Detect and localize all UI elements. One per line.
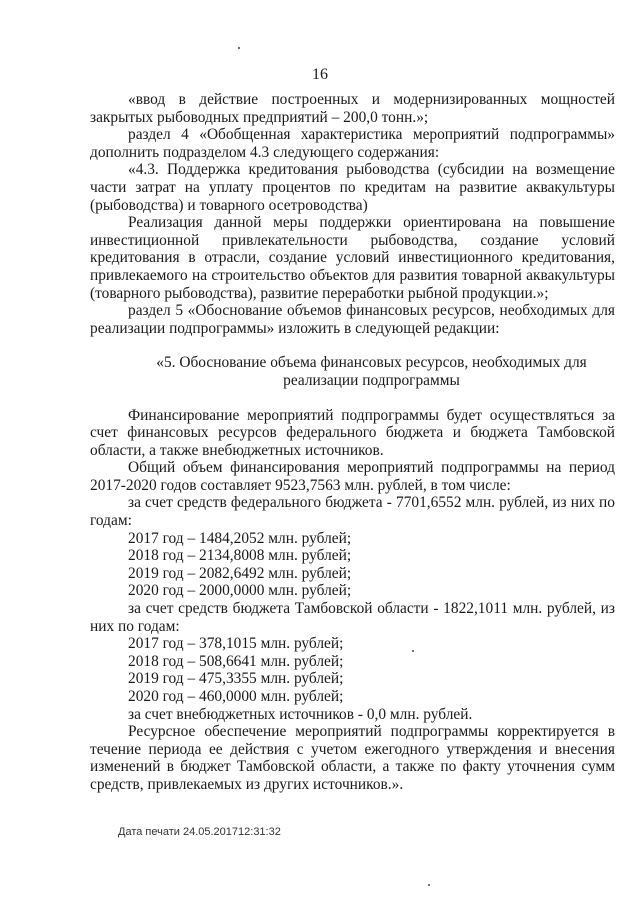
regional-year-2017: 2017 год – 378,1015 млн. рублей; xyxy=(128,635,344,653)
scan-speck xyxy=(412,650,414,652)
regional-budget-header: за счет средств бюджета Тамбовской области - 1822,1011 млн. рублей, из них по годам: xyxy=(90,600,615,635)
financing-intro: Финансирование мероприятий подпрограммы будет осуществляться за счет финансовых ресурсов федерального бюджета и бюджета Тамбовской области, а также внебюджетных источников. xyxy=(90,406,615,459)
document-body xyxy=(90,91,615,794)
regional-year-2019: 2019 год – 475,3355 млн. рублей; xyxy=(128,670,344,688)
regional-year-2020: 2020 год – 460,0000 млн. рублей; xyxy=(128,688,344,705)
federal-year-2019: 2019 год – 2082,6492 млн. рублей; xyxy=(128,564,352,582)
paragraph-section4: раздел 4 «Обобщенная характеристика мероприятий подпрограммы» дополнить подразделом 4.3 следующего содержания: xyxy=(90,126,615,161)
financing-closing: Ресурсное обеспечение мероприятий подпрограммы корректируется в течение периода ее действия с учетом ежегодного утверждения и внесения изменений в бюджет Тамбовской области, а также по факту уточнения сумм средств, привлекаемых из других источников.». xyxy=(90,723,615,793)
section-title: «5. Обоснование объема финансовых ресурсов, необходимых для реализации подпрограммы xyxy=(156,354,587,389)
regional-year-2018: 2018 год – 508,6641 млн. рублей; xyxy=(128,652,344,670)
page-number: 16 xyxy=(312,66,328,83)
paragraph-subsection-4-3: «4.3. Поддержка кредитования рыбоводства (субсидии на возмещение части затрат на уплату процентов по кредитам на развитие аквакультуры (рыбоводства) и товарного осетроводства) xyxy=(90,161,615,214)
extrabudget-line: за счет внебюджетных источников - 0,0 млн. рублей. xyxy=(128,705,473,723)
federal-year-2018: 2018 год – 2134,8008 млн. рублей; xyxy=(128,547,352,565)
scan-speck xyxy=(238,47,240,49)
scan-speck xyxy=(428,884,430,886)
federal-year-2020: 2020 год – 2000,0000 млн. рублей; xyxy=(128,582,352,600)
federal-budget-header: за счет средств федерального бюджета - 7701,6552 млн. рублей, из них по годам: xyxy=(90,494,615,530)
financing-total: Общий объем финансирования мероприятий подпрограммы на период 2017-2020 годов составляет 9523,7563 млн. рублей, в том числе: xyxy=(90,459,615,494)
print-date-footer: Дата печати 24.05.201712:31:32 xyxy=(118,826,281,838)
federal-year-2017: 2017 год – 1484,2052 млн. рублей; xyxy=(128,529,352,547)
paragraph-capacity: «ввод в действие построенных и модернизированных мощностей закрытых рыбоводных предприятий – 200,0 тонн.»; xyxy=(90,91,615,126)
paragraph-support-measure: Реализация данной меры поддержки ориентирована на повышение инвестиционной привлекательности рыбоводства, создание условий кредитования в отрасли, создание условий инвестиционного кредитования, привлекаемого на строительство объектов для развития товарной аквакультуры (товарного рыбоводства), развитие переработки рыбной продукции.»; xyxy=(90,214,615,302)
paragraph-section5: раздел 5 «Обоснование объемов финансовых ресурсов, необходимых для реализации подпрограммы» изложить в следующей редакции: xyxy=(90,302,615,337)
